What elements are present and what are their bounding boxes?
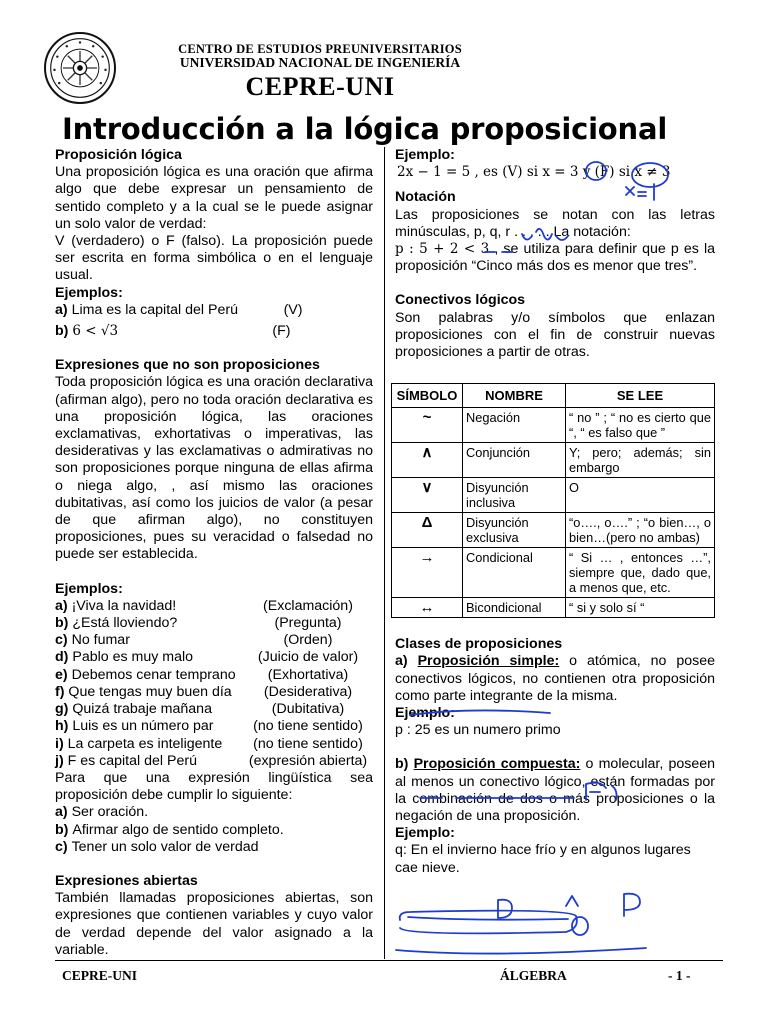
section-title-conectivos: Conectivos lógicos	[395, 292, 526, 309]
example-tag: f)	[55, 683, 65, 700]
example-kind: (Desiderativa)	[263, 683, 353, 700]
proposicion-definition: Una proposición lógica es una oración que afirma algo que debe expresar un pensamiento de sentido completo y a la cual se le puede asignar un solo valor de verdad:	[55, 164, 373, 232]
list-item	[55, 598, 373, 615]
example-tag: b)	[55, 615, 69, 632]
example-b	[55, 323, 373, 340]
name-cell: Condicional	[463, 548, 566, 598]
simple-example-label: Ejemplo:	[395, 705, 455, 722]
list-item	[55, 649, 373, 666]
list-item	[55, 822, 373, 839]
left-column	[55, 147, 373, 959]
symbol-cell: ∧	[392, 443, 463, 478]
example-tag: h)	[55, 718, 69, 735]
condition-text: Afirmar algo de sentido completo.	[72, 821, 284, 838]
examples-label-2: Ejemplos:	[55, 580, 123, 597]
example-text: Lima es la capital del Perú	[71, 301, 238, 318]
examples-label: Ejemplos:	[55, 284, 123, 301]
example-tag: c)	[55, 632, 68, 649]
table-row	[392, 598, 715, 618]
symbol-cell: ↔	[392, 598, 463, 618]
symbol-cell: Δ	[392, 513, 463, 548]
compound-text: o molecular, poseen al menos un conectivo lógico, están formadas por la combinación de dos o más proposiciones o la negación de una proposición.	[395, 756, 715, 825]
example-text: ¡Viva la navidad!	[71, 597, 177, 614]
compound-example-label: Ejemplo:	[395, 825, 455, 842]
example-kind: (no tiene sentido)	[253, 718, 363, 735]
footer-rule	[55, 960, 723, 961]
symbol-cell: →	[392, 548, 463, 598]
reading-cell: “o…., o….” ; “o bien…, o bien…(pero no ambas)	[566, 513, 715, 548]
condition-tag: b)	[55, 821, 69, 838]
notation-math: p : 5 + 2 < 3	[395, 241, 490, 258]
condition-tag: a)	[55, 804, 68, 821]
connectives-table	[391, 383, 715, 618]
list-item	[55, 804, 373, 821]
proposicion-definition-2: V (verdadero) o F (falso). La proposición puede ser escrita en forma simbólica o en el lenguaje usual.	[55, 233, 373, 284]
example-text: La carpeta es inteligente	[67, 735, 223, 752]
example-value: (V)	[283, 301, 303, 318]
examples-list	[55, 598, 373, 770]
reading-cell: “ si y solo sí “	[566, 598, 715, 618]
header-institute: CENTRO DE ESTUDIOS PREUNIVERSITARIOS	[178, 42, 462, 56]
example-value: (F)	[272, 323, 291, 340]
table-header: NOMBRE	[463, 384, 566, 408]
simple-name: Proposición simple:	[417, 653, 560, 670]
example-kind: (Exhortativa)	[267, 666, 349, 683]
right-column	[395, 147, 715, 877]
list-item	[55, 615, 373, 632]
list-item	[55, 684, 373, 701]
reading-cell: Y; pero; además; sin embargo	[566, 443, 715, 478]
example-kind: (Juicio de valor)	[257, 649, 359, 666]
example-tag: j)	[55, 752, 64, 769]
name-cell: Conjunción	[463, 443, 566, 478]
list-item	[55, 753, 373, 770]
example-kind: (no tiene sentido)	[253, 735, 363, 752]
name-cell: Disyunción exclusiva	[463, 513, 566, 548]
example-tag: e)	[55, 666, 68, 683]
compound-name: Proposición compuesta:	[413, 756, 581, 773]
notation-explanation: , se utiliza para definir que p es la proposición “Cinco más dos es menor que tres”.	[395, 241, 715, 275]
abiertas-text: También llamadas proposiciones abiertas, son expresiones que contienen variables y cuyo valor de verdad depende del valor asignado a la variable.	[55, 890, 373, 958]
condition-text: Ser oración.	[71, 804, 149, 821]
notacion-text: Las proposiciones se notan con las letras minúsculas, p, q, r . . . . . La notación:	[395, 206, 715, 240]
list-item	[55, 632, 373, 649]
table-row	[392, 548, 715, 598]
example-a	[55, 302, 373, 319]
conectivos-text: Son palabras y/o símbolos que enlazan proposiciones con el fin de construir nuevas proposiciones a partir de otras.	[395, 309, 715, 361]
footer-page-number: - 1 -	[668, 968, 691, 983]
example-label: Ejemplo:	[395, 147, 455, 163]
example-kind: (Exclamación)	[263, 597, 353, 614]
reading-cell: O	[566, 478, 715, 513]
reading-cell: “ no ” ; “ no es cierto que “, “ es falso que ”	[566, 408, 715, 443]
example-text: Quizá trabaje mañana	[72, 701, 212, 718]
name-cell: Bicondicional	[463, 598, 566, 618]
example-tag: a)	[55, 597, 68, 614]
example-tag: g)	[55, 701, 69, 718]
section-title-clases: Clases de proposiciones	[395, 636, 563, 653]
footer-subject: ÁLGEBRA	[500, 968, 567, 983]
compound-example: q: En el invierno hace frío y en algunos lugares cae nieve.	[395, 842, 691, 876]
example-kind: (Dubitativa)	[271, 701, 345, 718]
example-text: Pablo es muy malo	[72, 649, 194, 666]
page-title: Introducción a la lógica proposicional	[62, 112, 668, 146]
example-tag: a)	[55, 301, 68, 318]
simple-text: o atómica, no posee conectivos lógicos, no contienen otra proposición como parte integrante de la misma.	[395, 653, 716, 704]
name-cell: Disyunción inclusiva	[463, 478, 566, 513]
table-header: SE LEE	[566, 384, 715, 408]
list-item	[55, 839, 373, 856]
university-seal-icon	[44, 32, 116, 104]
table-row	[392, 443, 715, 478]
conditions-list	[55, 804, 373, 856]
symbol-cell: ∨	[392, 478, 463, 513]
simple-tag: a)	[395, 653, 408, 670]
list-item	[55, 718, 373, 735]
example-math: 6 < √3	[72, 323, 119, 340]
example-text: F es capital del Perú	[67, 752, 197, 769]
section-title-proposicion: Proposición lógica	[55, 147, 182, 163]
reading-cell: “ Si … , entonces …”, siempre que, dado que, a menos que, etc.	[566, 548, 715, 598]
example-tag: i)	[55, 735, 64, 752]
section-title-abiertas: Expresiones abiertas	[55, 872, 198, 889]
compound-tag: b)	[395, 756, 409, 773]
name-cell: Negación	[463, 408, 566, 443]
header-brand: CEPRE-UNI	[245, 72, 395, 101]
example-kind: (expresión abierta)	[248, 752, 368, 769]
conditions-intro: Para que una expresión lingüística sea proposición debe cumplir lo siguiente:	[55, 769, 373, 804]
list-item	[55, 701, 373, 718]
list-item	[55, 736, 373, 753]
example-kind: (Orden)	[283, 632, 333, 649]
example-text: Que tengas muy buen día	[68, 683, 232, 700]
condition-text: Tener un solo valor de verdad	[71, 838, 259, 855]
example-tag: b)	[55, 323, 69, 340]
symbol-cell: ~	[392, 408, 463, 443]
example-tag: d)	[55, 649, 69, 666]
compound-definition	[395, 756, 715, 825]
table-header: SÍMBOLO	[392, 384, 463, 408]
no-proposiciones-text: Toda proposición lógica es una oración declarativa (afirman algo), pero no toda oración declarativa es una proposición lógica, las oraciones exclamativas, exhortativas o imperativas, las desiderativas y las exclamativas o admirativas no son proposiciones porque ninguna de ellas afirma o niega algo, , así mismo las oraciones dubitativas, así como los juicios de valor (a pesar de que afirman algo), no constituyen proposiciones, pues su veracidad o falsedad no puede ser establecida.	[55, 374, 373, 563]
example-kind: (Pregunta)	[274, 615, 342, 632]
header-university: UNIVERSIDAD NACIONAL DE INGENIERÍA	[179, 55, 461, 70]
simple-example: p : 25 es un numero primo	[395, 722, 561, 739]
column-divider	[384, 147, 385, 959]
footer-left: CEPRE-UNI	[62, 968, 138, 983]
section-title-notacion: Notación	[395, 189, 456, 206]
section-title-no-proposiciones: Expresiones que no son proposiciones	[55, 357, 320, 374]
example-text: Debemos cenar temprano	[71, 666, 236, 683]
example-text: ¿Está lloviendo?	[72, 615, 178, 632]
simple-definition	[395, 653, 715, 705]
open-expression-example: 2x − 1 = 5 , es (V) si x = 3 y (F) si x ≠ 3	[397, 164, 671, 181]
notacion-text-2	[395, 241, 715, 275]
example-text: No fumar	[71, 632, 130, 649]
condition-tag: c)	[55, 838, 68, 855]
table-row	[392, 478, 715, 513]
table-row	[392, 513, 715, 548]
list-item	[55, 667, 373, 684]
table-row	[392, 408, 715, 443]
example-text: Luis es un número par	[72, 718, 214, 735]
